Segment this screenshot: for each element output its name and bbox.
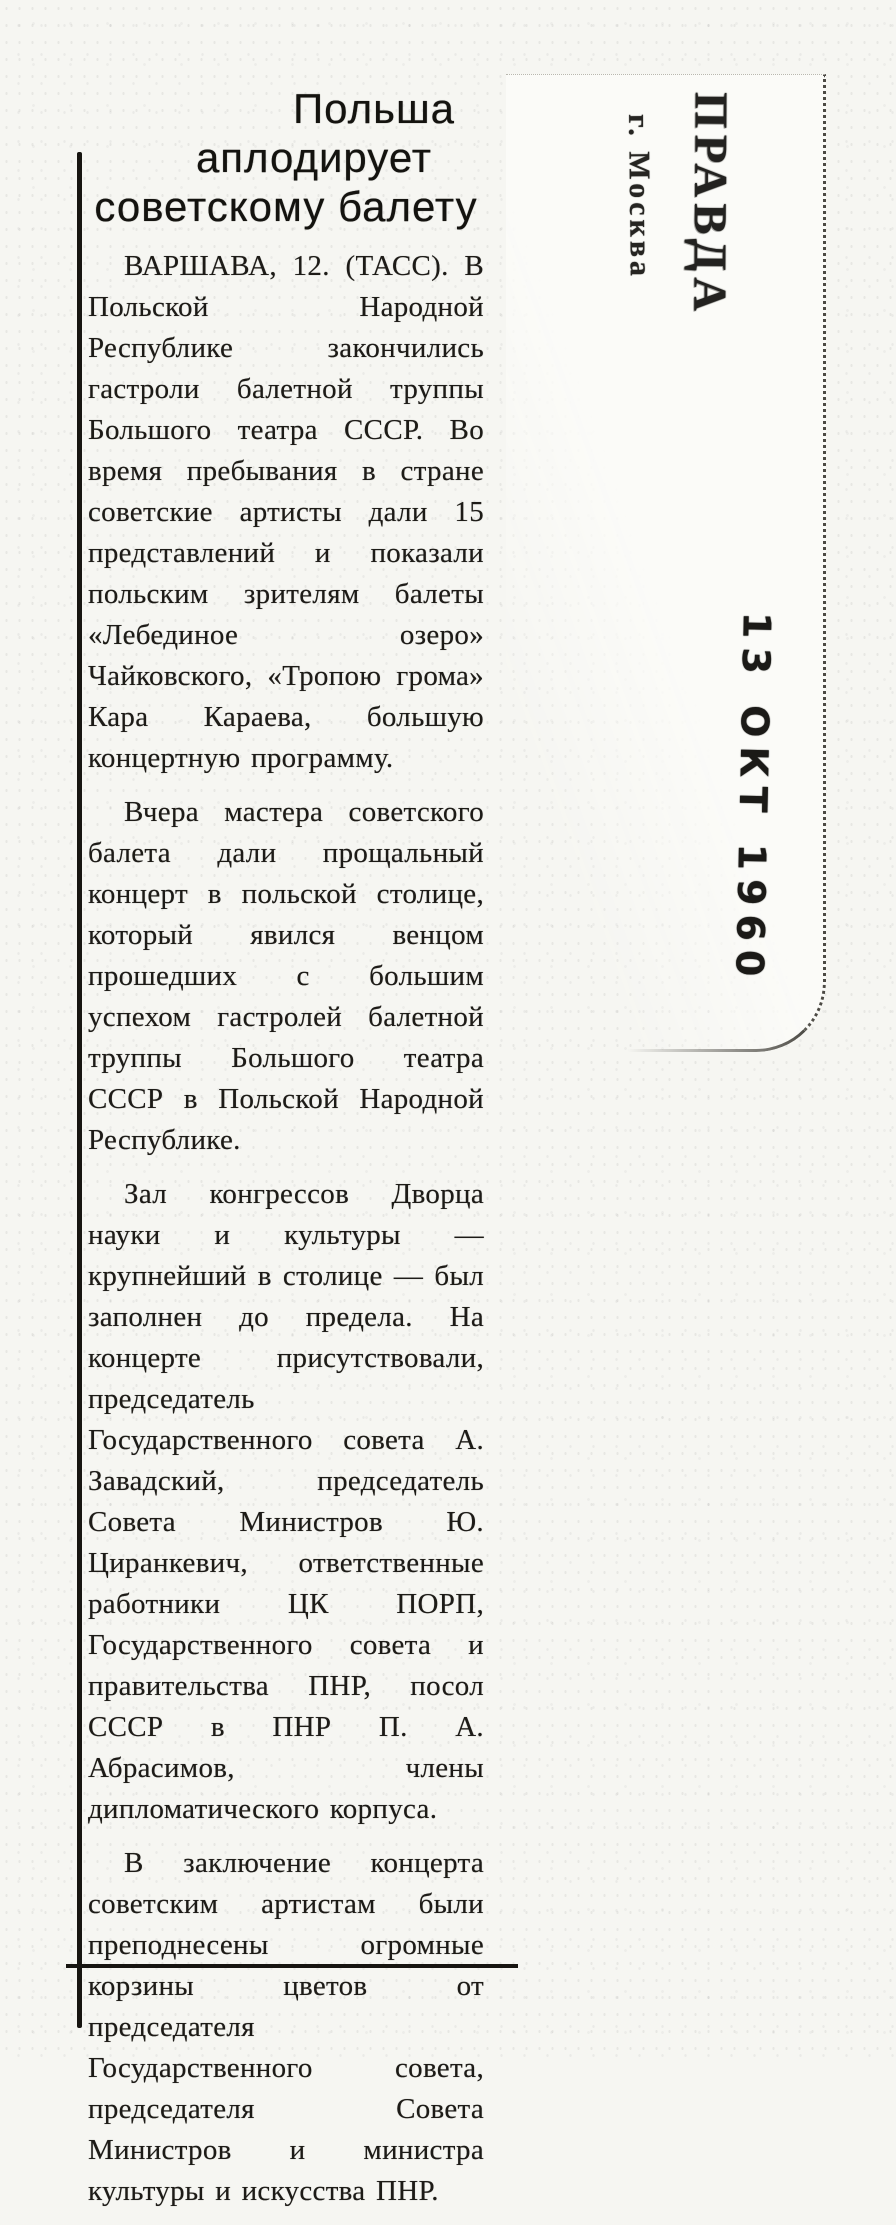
publication-stamp: ПРАВДА: [683, 91, 737, 318]
article-headline: [88, 84, 484, 231]
city-stamp: г. Москва: [622, 113, 657, 281]
date-stamp: 13 ОКТ 1960: [727, 611, 779, 986]
headline-line-3: советскому балету: [94, 183, 478, 230]
article-paragraph-3: Зал конгрессов Дворца науки и культуры — крупнейший в столице — был заполнен до предела. На концерте присутствовали, председатель Государственного совета А. Завадский, председатель Совета Министров Ю. Циранкевич, ответственные работники ЦК ПОРП, Государственного совета и правительства ПНР, посол СССР в ПНР П. А. Абрасимов, члены дипломатического корпуса.: [88, 1178, 484, 1825]
article-body: [88, 246, 484, 2225]
headline-line-1: Польша: [292, 85, 456, 132]
article-paragraph-4: В заключение концерта советским артистам были преподнесены огромные корзины цветов от председателя Государственного совета, председателя Совета Министров и министра культуры и искусства ПНР.: [88, 1847, 484, 2207]
headline-line-2: аплодирует: [195, 134, 433, 181]
archive-label-outline: [506, 74, 826, 1052]
article-paragraph-2: Вчера мастера советского балета дали прощальный концерт в польской столице, который явился венцом прошедших с большим успехом гастролей балетной труппы Большого театра СССР в Польской Народной Республике.: [88, 796, 484, 1156]
article-paragraph-1: ВАРШАВА, 12. (ТАСС). В Польской Народной Республике закончились гастроли балетной труппы Большого театра СССР. Во время пребывания в стране советские артисты дали 15 представлений и показали польским зрителям балеты «Лебединое озеро» Чайковского, «Тропою грома» Кара Караева, большую концертную программу.: [88, 250, 484, 774]
clipping-left-rule: [77, 152, 82, 2028]
